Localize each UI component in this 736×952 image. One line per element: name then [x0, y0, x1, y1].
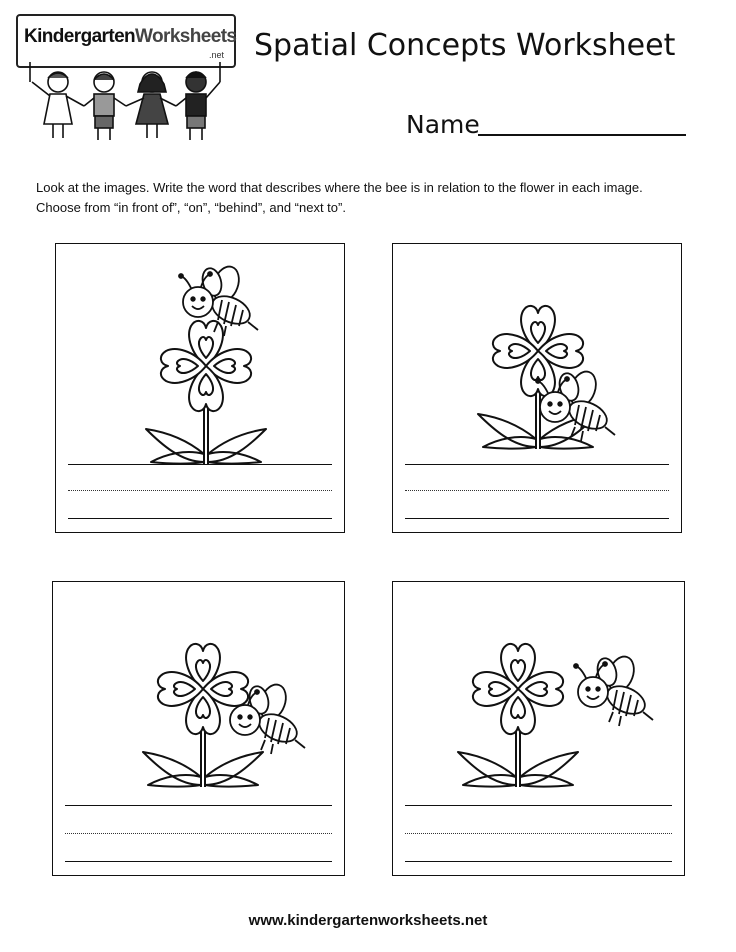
flower-bee-illustration	[393, 582, 684, 807]
logo-suffix: .net	[208, 50, 224, 60]
answer-line-solid-bottom[interactable]	[68, 518, 332, 519]
flower-bee-illustration	[53, 582, 344, 807]
exercise-panel-2	[392, 243, 682, 533]
answer-line-solid-bottom[interactable]	[65, 861, 332, 862]
instructions-line-1: Look at the images. Write the word that describes where the bee is in relation to the flower in each image.	[36, 180, 643, 195]
instructions	[36, 178, 706, 218]
answer-line-dotted[interactable]	[405, 833, 672, 834]
answer-line-solid-top[interactable]	[68, 464, 332, 465]
bee-icon	[574, 653, 653, 726]
answer-line-solid-bottom[interactable]	[405, 518, 669, 519]
flower-bee-illustration	[393, 244, 681, 469]
exercise-panel-3	[52, 581, 345, 876]
site-logo	[16, 14, 237, 144]
answer-line-solid-top[interactable]	[65, 805, 332, 806]
logo-text-part1: Kindergarten	[24, 26, 136, 47]
logo-text	[24, 26, 236, 48]
exercise-panel-4	[392, 581, 685, 876]
page-title: Spatial Concepts Worksheet	[254, 28, 676, 63]
answer-line-solid-top[interactable]	[405, 464, 669, 465]
answer-line-dotted[interactable]	[405, 490, 669, 491]
name-answer-line[interactable]	[478, 134, 686, 136]
footer-url[interactable]: www.kindergartenworksheets.net	[248, 912, 488, 929]
logo-sign	[16, 14, 236, 68]
flower-icon	[146, 321, 266, 464]
flower-bee-illustration	[56, 244, 344, 469]
logo-children-illustration	[26, 62, 226, 144]
flower-icon	[458, 644, 578, 787]
answer-line-solid-top[interactable]	[405, 805, 672, 806]
name-label: Name	[406, 110, 480, 139]
answer-line-solid-bottom[interactable]	[405, 861, 672, 862]
answer-line-dotted[interactable]	[65, 833, 332, 834]
answer-line-dotted[interactable]	[68, 490, 332, 491]
instructions-line-2: Choose from “in front of”, “on”, “behind”, and “next to”.	[36, 200, 346, 215]
exercise-panel-1	[55, 243, 345, 533]
logo-text-part2: Worksheets	[135, 26, 237, 47]
